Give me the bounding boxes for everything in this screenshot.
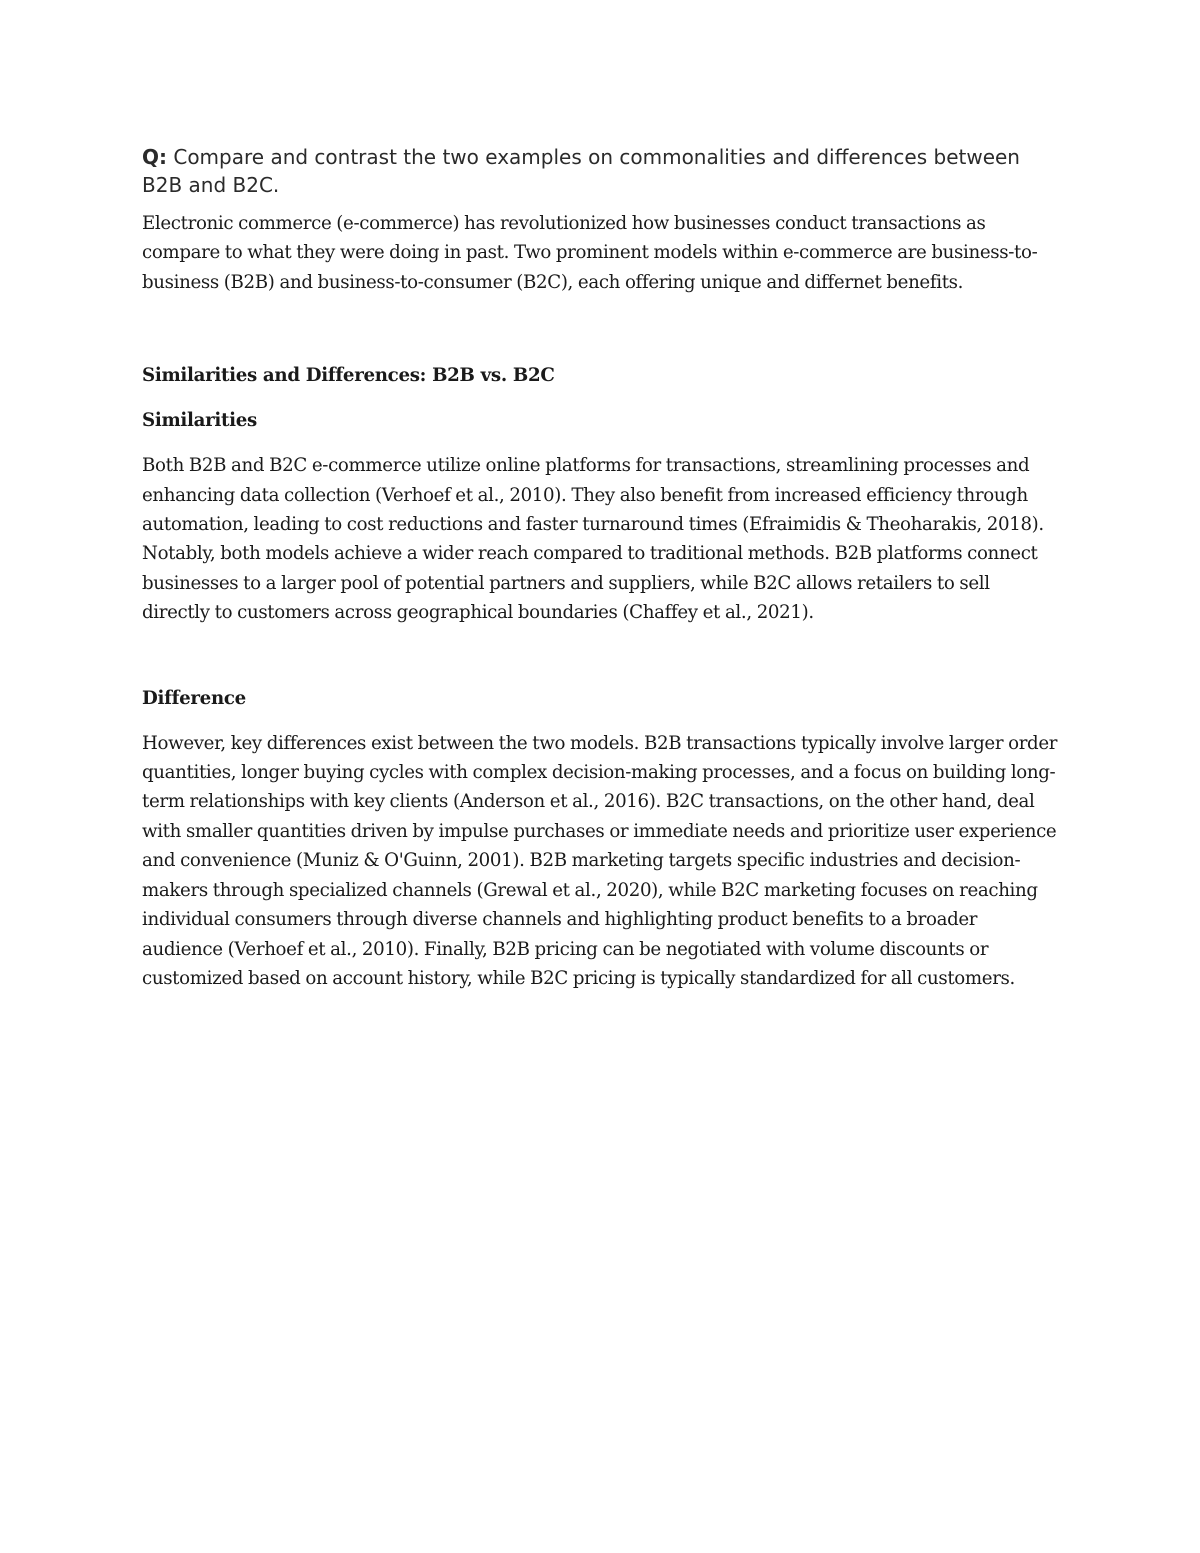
intro-paragraph: Electronic commerce (e-commerce) has revolutionized how businesses conduct transactions as compare to what they were doing in past. Two prominent models within e-commerce are business-to-business (B2B) and business-to-consumer (B2C), each offering unique and differnet benefits.: [142, 213, 1038, 293]
difference-heading: Difference: [142, 687, 246, 709]
document-body: [142, 143, 1062, 993]
main-heading: Similarities and Differences: B2B vs. B2C: [142, 365, 555, 387]
question-line: [142, 143, 1062, 199]
similarities-paragraph: Both B2B and B2C e-commerce utilize online platforms for transactions, streamlining processes and enhancing data collection (Verhoef et al., 2010). They also benefit from increased efficiency through automation, leading to cost reductions and faster turnaround times (Efraimidis & Theoharakis, 2018). Notably, both models achieve a wider reach compared to traditional methods. B2B platforms connect businesses to a larger pool of potential partners and suppliers, while B2C allows retailers to sell directly to customers across geographical boundaries (Chaffey et al., 2021).: [142, 455, 1044, 624]
similarities-heading: Similarities: [142, 410, 257, 432]
question-prefix: Q:: [142, 145, 167, 169]
question-text: Compare and contrast the two examples on commonalities and differences between B2B and B2C.: [142, 145, 1020, 197]
difference-paragraph: However, key differences exist between the two models. B2B transactions typically involve larger order quantities, longer buying cycles with complex decision-making processes, and a focus on building long-term relationships with key clients (Anderson et al., 2016). B2C transactions, on the other hand, deal with smaller quantities driven by impulse purchases or immediate needs and prioritize user experience and convenience (Muniz & O'Guinn, 2001). B2B marketing targets specific industries and decision-makers through specialized channels (Grewal et al., 2020), while B2C marketing focuses on reaching individual consumers through diverse channels and highlighting product benefits to a broader audience (Verhoef et al., 2010). Finally, B2B pricing can be negotiated with volume discounts or customized based on account history, while B2C pricing is typically standardized for all customers.: [142, 732, 1058, 989]
